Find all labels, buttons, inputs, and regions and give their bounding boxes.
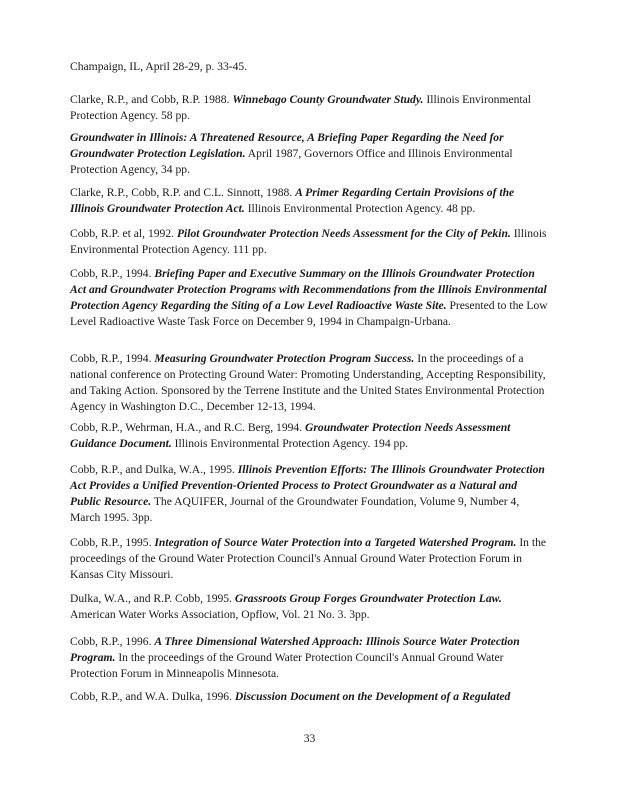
reference-entry: Cobb, R.P., Wehrman, H.A., and R.C. Berg, 1994. Groundwater Protection Needs Assessment Guidance Document. Illinois Environmental Protection Agency. 194 pp. [70, 421, 511, 450]
reference-entry: Groundwater in Illinois: A Threatened Resource, A Briefing Paper Regarding the Need for Groundwater Protection Legislation. April 1987, Governors Office and Illinois Environmental Protection Agency, 34 pp. [70, 131, 513, 176]
reference-entry: Clarke, R.P., Cobb, R.P. and C.L. Sinnott, 1988. A Primer Regarding Certain Provisions of the Illinois Groundwater Protection Act. Illinois Environmental Protection Agency. 48 pp. [70, 186, 515, 215]
reference-entry: Cobb, R.P., and W.A. Dulka, 1996. Discussion Document on the Development of a Regulated [70, 690, 511, 703]
reference-entry: Cobb, R.P., and Dulka, W.A., 1995. Illinois Prevention Efforts: The Illinois Groundwater Protection Act Provides a Unified Prevention-Oriented Process to Protect Groundwater as a Natural and Public Resource. The AQUIFER, Journal of the Groundwater Foundation, Volume 9, Number 4, March 1995. 3pp. [70, 463, 545, 524]
reference-entry: Cobb, R.P., 1994. Briefing Paper and Executive Summary on the Illinois Groundwater Protection Act and Groundwater Protection Programs with Recommendations from the Illinois Environmental Protection Agency Regarding the Siting of a Low Level Radioactive Waste Site. Presented to the Low Level Radioactive Waste Task Force on December 9, 1994 in Champaign-Urbana. [70, 267, 548, 328]
reference-entry: Champaign, IL, April 28-29, p. 33-45. [70, 60, 248, 73]
reference-entry: Clarke, R.P., and Cobb, R.P. 1988. Winnebago County Groundwater Study. Illinois Environmental Protection Agency. 58 pp. [70, 93, 532, 122]
reference-entry: Dulka, W.A., and R.P. Cobb, 1995. Grassroots Group Forges Groundwater Protection Law. American Water Works Association, Opflow, Vol. 21 No. 3. 3pp. [70, 592, 502, 621]
page-number: 33 [303, 732, 316, 745]
reference-entry: Cobb, R.P., 1995. Integration of Source Water Protection into a Targeted Watershed Program. In the proceedings of the Ground Water Protection Council's Annual Ground Water Protection Forum in Kansas City Missouri. [70, 536, 547, 581]
reference-entry: Cobb, R.P., 1994. Measuring Groundwater Protection Program Success. In the proceedings of a national conference on Protecting Ground Water: Promoting Understanding, Accepting Responsibility, and Taking Action. Sponsored by the Terrene Institute and the United States Environmental Protection Agency in Washington D.C., December 12-13, 1994. [70, 352, 546, 413]
reference-entry: Cobb, R.P. et al, 1992. Pilot Groundwater Protection Needs Assessment for the City of Pekin. Illinois Environmental Protection Agency. 111 pp. [70, 227, 547, 256]
reference-entry: Cobb, R.P., 1996. A Three Dimensional Watershed Approach: Illinois Source Water Protection Program. In the proceedings of the Ground Water Protection Council's Annual Ground Water Protection Forum in Minneapolis Minnesota. [70, 635, 520, 680]
